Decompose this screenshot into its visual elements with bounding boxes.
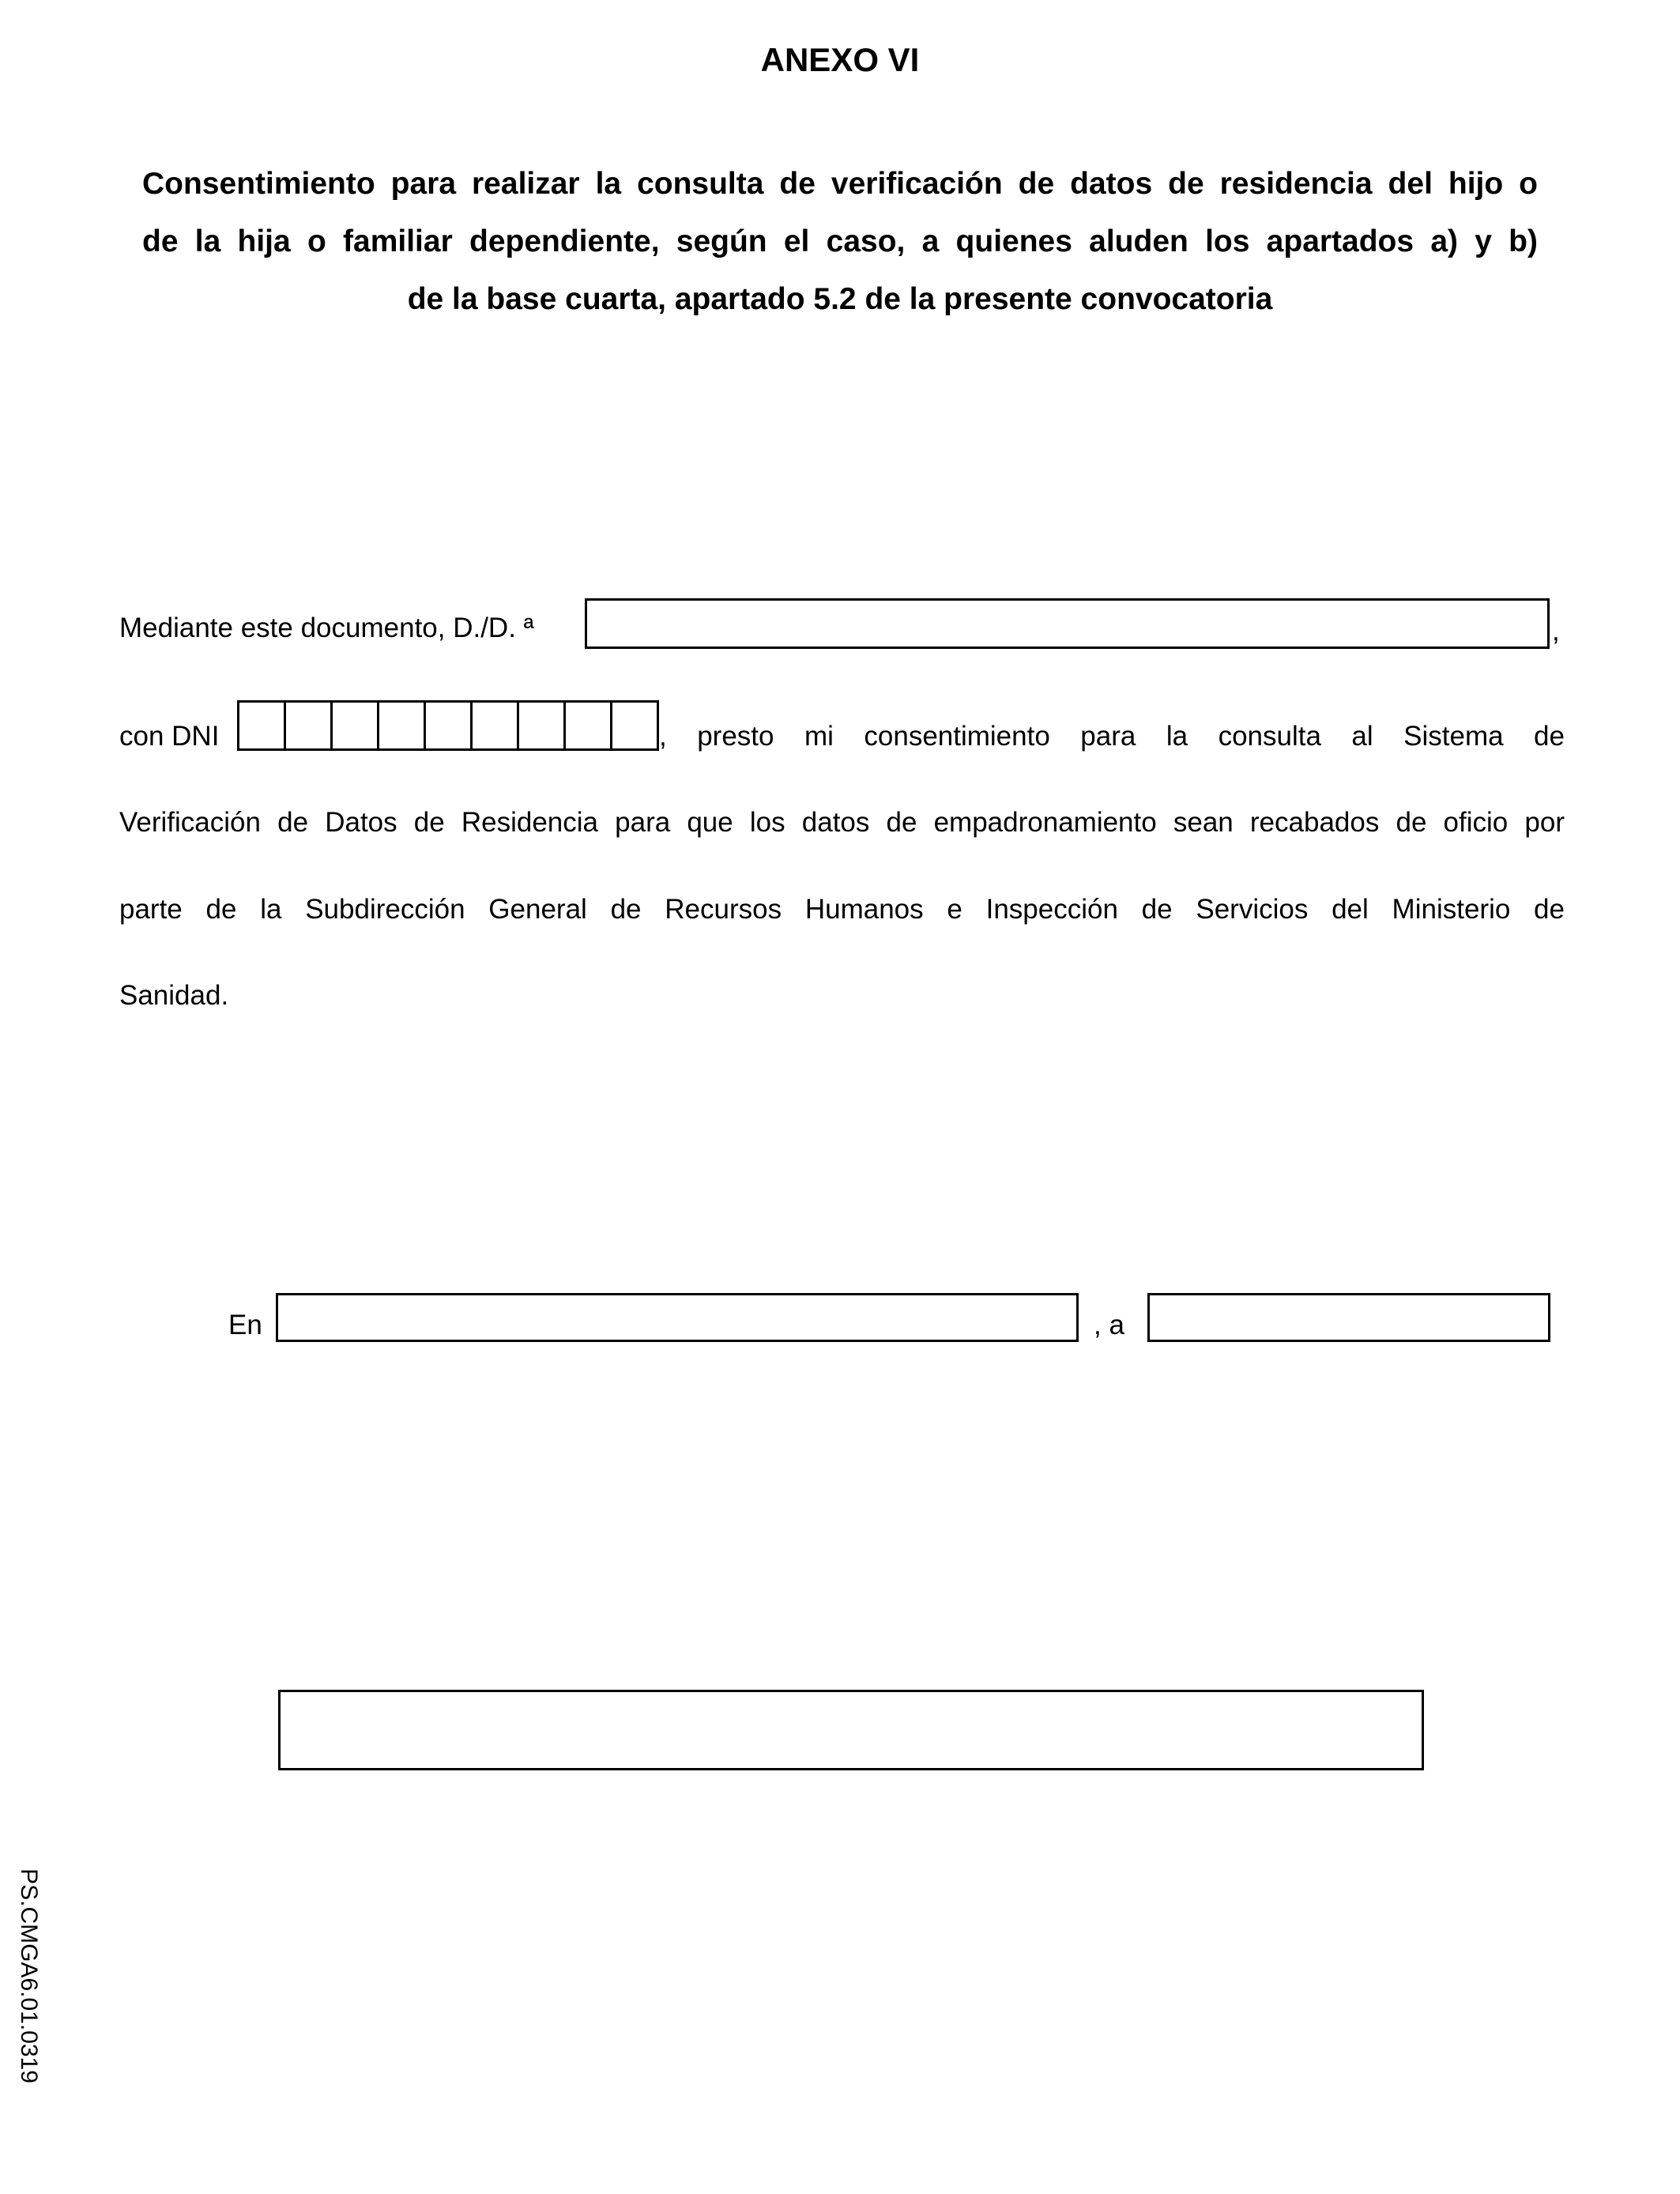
subtitle-line: Consentimiento para realizar la consulta de verificación de datos de residencia del hijo o — [142, 167, 1538, 201]
dni-cell[interactable] — [473, 703, 519, 748]
dni-field[interactable] — [237, 700, 659, 751]
name-suffix-comma: , — [1552, 616, 1560, 647]
signature-field[interactable] — [278, 1690, 1424, 1770]
dni-label: con DNI — [119, 721, 220, 752]
subtitle-line: de la base cuarta, apartado 5.2 de la presente convocatoria — [407, 282, 1273, 316]
dni-cell[interactable] — [426, 703, 473, 748]
place-field[interactable] — [276, 1293, 1079, 1342]
dni-cell[interactable] — [566, 703, 612, 748]
date-label: , a — [1094, 1310, 1124, 1340]
date-field[interactable] — [1147, 1293, 1550, 1342]
consent-line-1: , presto mi consentimiento para la consulta al Sistema de — [659, 721, 1565, 752]
consent-line-4: Sanidad. — [119, 980, 229, 1011]
document-code: PS.CMGA6.01.0319 — [16, 1868, 42, 2083]
dni-cell[interactable] — [239, 703, 286, 748]
place-label: En — [228, 1310, 262, 1340]
dni-cell[interactable] — [286, 703, 333, 748]
consent-line-2: Verificación de Datos de Residencia para que los datos de empadronamiento sean recabados de oficio por — [119, 807, 1565, 838]
annex-title: ANEXO VI — [760, 41, 920, 78]
intro-label: Mediante este documento, D./D. ª — [119, 613, 534, 643]
dni-cell[interactable] — [519, 703, 566, 748]
subtitle-line: de la hija o familiar dependiente, según el caso, a quienes aluden los apartados a) y b) — [142, 224, 1538, 258]
dni-cell[interactable] — [612, 703, 659, 748]
name-field[interactable] — [585, 598, 1550, 649]
consent-line-3: parte de la Subdirección General de Recursos Humanos e Inspección de Servicios del Ministerio de — [119, 894, 1565, 925]
dni-cell[interactable] — [379, 703, 426, 748]
consent-subtitle — [142, 155, 1538, 328]
dni-cell[interactable] — [333, 703, 379, 748]
